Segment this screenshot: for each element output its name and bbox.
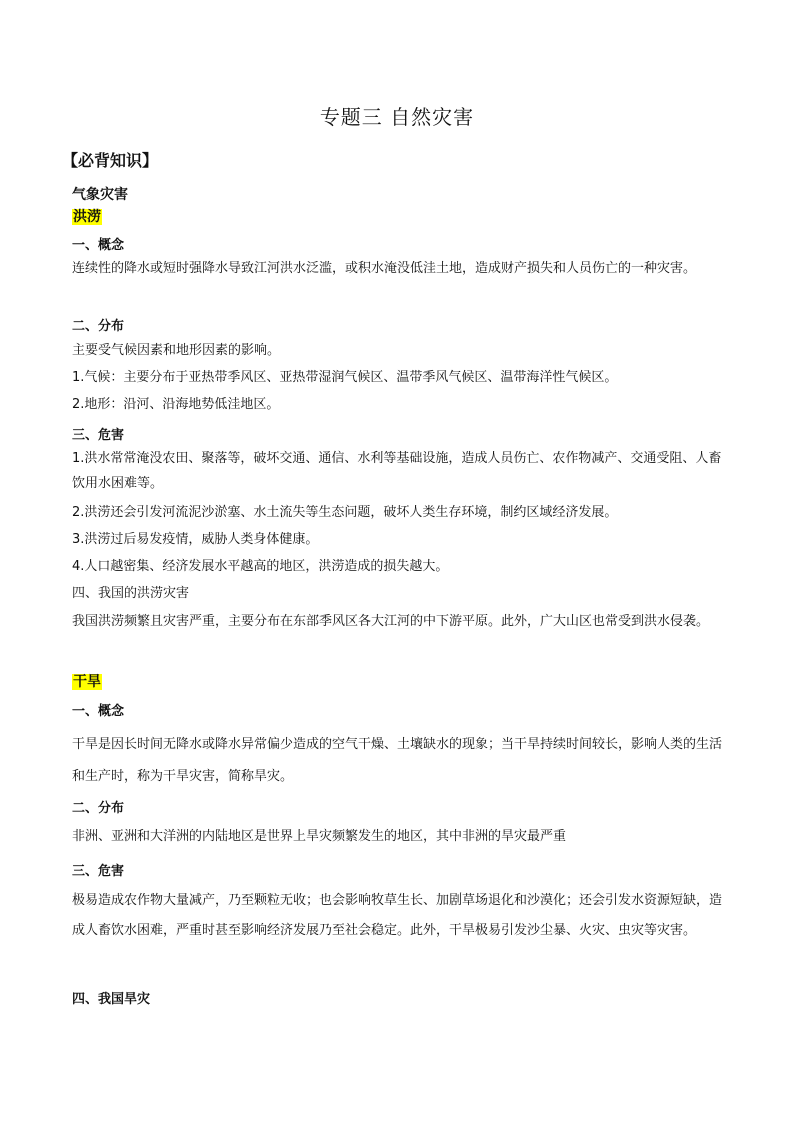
category-heading: 气象灾害 [72, 187, 128, 203]
flood-section-2-item-2: 2.地形：沿河、沿海地势低洼地区。 [72, 397, 280, 412]
drought-section-1-title: 一、概念 [72, 704, 125, 719]
flood-section-3-item-3: 3.洪涝过后易发疫情，威胁人类身体健康。 [72, 532, 319, 547]
drought-section-4-title: 四、我国旱灾 [72, 992, 151, 1007]
drought-section-2-title: 二、分布 [72, 801, 125, 816]
flood-section-3-title: 三、危害 [72, 428, 125, 443]
flood-section-2-intro: 主要受气候因素和地形因素的影响。 [72, 343, 281, 358]
page-title: 专题三 自然灾害 [319, 105, 475, 129]
flood-heading [72, 206, 102, 226]
must-know-heading: 【必背知识】 [62, 151, 159, 170]
flood-section-3-item-1: 1.洪水常常淹没农田、聚落等，破坏交通、通信、水利等基础设施，造成人员伤亡、农作物减产、交通受阻、人畜饮用水困难等。 [72, 451, 722, 491]
flood-section-3-item-4: 4.人口越密集、经济发展水平越高的地区，洪涝造成的损失越大。 [72, 559, 449, 574]
document-page [62, 0, 723, 1123]
flood-section-2-item-1: 1.气候：主要分布于亚热带季风区、亚热带湿润气候区、温带季风气候区、温带海洋性气候区。 [72, 370, 618, 385]
drought-heading [72, 671, 102, 691]
drought-section-1-text: 干旱是因长时间无降水或降水异常偏少造成的空气干燥、土壤缺水的现象；当干旱持续时间较长，影响人类的生活和生产时，称为干旱灾害，简称旱灾。 [72, 737, 723, 784]
flood-section-2-title: 二、分布 [72, 319, 125, 334]
flood-section-4-title: 四、我国的洪涝灾害 [72, 586, 190, 601]
flood-section-1-title: 一、概念 [72, 238, 125, 253]
flood-section-4-text: 我国洪涝频繁且灾害严重，主要分布在东部季风区各大江河的中下游平原。此外，广大山区也常受到洪水侵袭。 [72, 614, 710, 629]
drought-section-3-title: 三、危害 [72, 864, 125, 879]
flood-section-1-text: 连续性的降水或短时强降水导致江河洪水泛滥，或积水淹没低洼土地，造成财产损失和人员伤亡的一种灾害。 [72, 261, 697, 276]
drought-section-3-text: 极易造成农作物大量减产，乃至颗粒无收；也会影响牧草生长、加剧草场退化和沙漠化；还会引发水资源短缺，造成人畜饮水困难，严重时甚至影响经济发展乃至社会稳定。此外，干旱极易引发沙尘暴、火灾、虫灾等灾害。 [72, 893, 723, 938]
flood-section-3-item-2: 2.洪涝还会引发河流泥沙淤塞、水土流失等生态问题，破坏人类生存环境，制约区域经济发展。 [72, 505, 618, 520]
drought-section-2-text: 非洲、亚洲和大洋洲的内陆地区是世界上旱灾频繁发生的地区，其中非洲的旱灾最严重 [72, 829, 567, 844]
flood-heading-text: 洪涝 [73, 209, 101, 225]
drought-heading-text: 干旱 [73, 674, 101, 690]
